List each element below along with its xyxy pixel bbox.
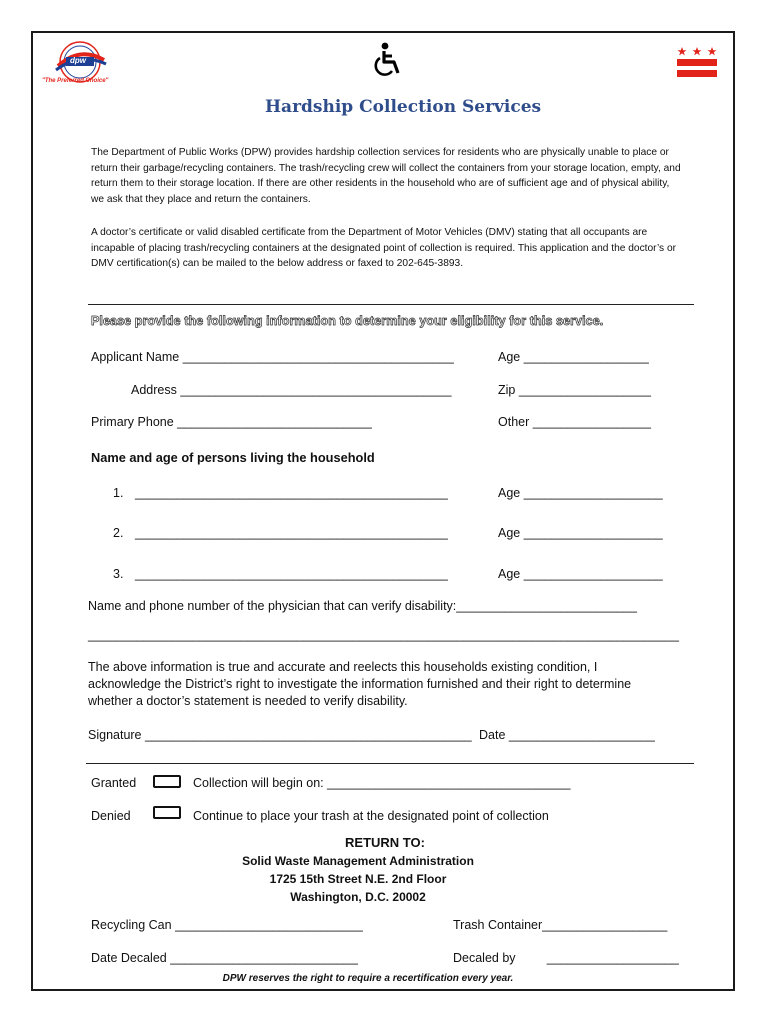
applicant-age-field[interactable]: Age __________________	[498, 350, 649, 364]
return-address-line2: 1725 15th Street N.E. 2nd Floor	[269, 872, 447, 886]
decaled-by-field[interactable]: Decaled by ___________________	[453, 951, 679, 965]
zip-field[interactable]: Zip ___________________	[498, 383, 651, 397]
denied-label: Denied	[91, 809, 131, 823]
wheelchair-icon	[373, 42, 405, 83]
logo-tagline: "The Preferred Choice"	[42, 78, 109, 84]
granted-label: Granted	[91, 776, 137, 790]
physician-field-line2[interactable]: _____________________________________________________________________________________	[88, 628, 679, 642]
dc-flag-icon	[677, 46, 717, 78]
person-3-age-field[interactable]: Age ____________________	[498, 567, 663, 581]
denied-text: Continue to place your trash at the designated point of collection	[193, 809, 549, 823]
person-1-number: 1.	[113, 486, 124, 500]
person-1-name-field[interactable]: _____________________________________________	[135, 486, 448, 500]
recycling-can-field[interactable]: Recycling Can ___________________________	[91, 918, 363, 932]
collection-begin-field[interactable]: Collection will begin on: ___________________________________	[193, 776, 571, 790]
applicant-name-field[interactable]: Applicant Name _______________________________________	[91, 350, 454, 364]
recertification-footer: DPW reserves the right to require a recertification every year.	[222, 973, 514, 984]
intro-paragraph-1: The Department of Public Works (DPW) provides hardship collection services for residents who are physically unable to place or return their garbage/recycling containers. The trash/recycling crew will collect the containers from your storage location, empty, and return them to their storage location. If there are other residents in the household who are of sufficient age and of physical ability, we ask that they place and return the containers.	[91, 147, 681, 205]
physician-field[interactable]: Name and phone number of the physician that can verify disability:__________________________	[88, 599, 638, 613]
person-2-age-field[interactable]: Age ____________________	[498, 526, 663, 540]
dpw-logo	[44, 40, 116, 90]
address-field[interactable]: Address _______________________________________	[131, 383, 452, 397]
granted-checkbox[interactable]	[153, 775, 181, 788]
person-1-age-field[interactable]: Age ____________________	[498, 486, 663, 500]
eligibility-heading: Please provide the following information to determine your eligibility for this service.	[91, 314, 604, 328]
section-divider	[88, 304, 694, 305]
household-heading: Name and age of persons living the household	[91, 450, 375, 465]
intro-paragraph-2: A doctor’s certificate or valid disabled certificate from the Department of Motor Vehicles (DMV) stating that all occupants are incapable of placing trash/recycling containers at the designated point of collection is required. This application and the doctor’s or DMV certification(s) can be mailed to the below address or faxed to 202-645-3893.	[91, 227, 677, 269]
office-divider	[86, 763, 694, 764]
denied-checkbox[interactable]	[153, 806, 181, 819]
page-title: Hardship Collection Services	[265, 97, 542, 117]
return-address-line1: Solid Waste Management Administration	[242, 854, 474, 868]
primary-phone-field[interactable]: Primary Phone ____________________________	[91, 415, 372, 429]
trash-container-field[interactable]: Trash Container__________________	[453, 918, 668, 932]
other-phone-field[interactable]: Other _________________	[498, 415, 651, 429]
signature-field[interactable]: Signature _______________________________________________	[88, 728, 472, 742]
attestation-text: The above information is true and accurate and reelects this households existing condition, I acknowledge the District’s right to investigate the information furnished and their right to determine whether a doctor’s statement is needed to verify disability.	[88, 660, 632, 708]
date-decaled-field[interactable]: Date Decaled ___________________________	[91, 951, 358, 965]
logo-text: dpw	[70, 56, 86, 65]
return-to-heading: RETURN TO:	[345, 835, 425, 850]
person-3-name-field[interactable]: _____________________________________________	[135, 567, 448, 581]
person-3-number: 3.	[113, 567, 124, 581]
date-field[interactable]: Date _____________________	[479, 728, 655, 742]
person-2-number: 2.	[113, 526, 124, 540]
person-2-name-field[interactable]: _____________________________________________	[135, 526, 448, 540]
return-address-line3: Washington, D.C. 20002	[290, 890, 426, 904]
